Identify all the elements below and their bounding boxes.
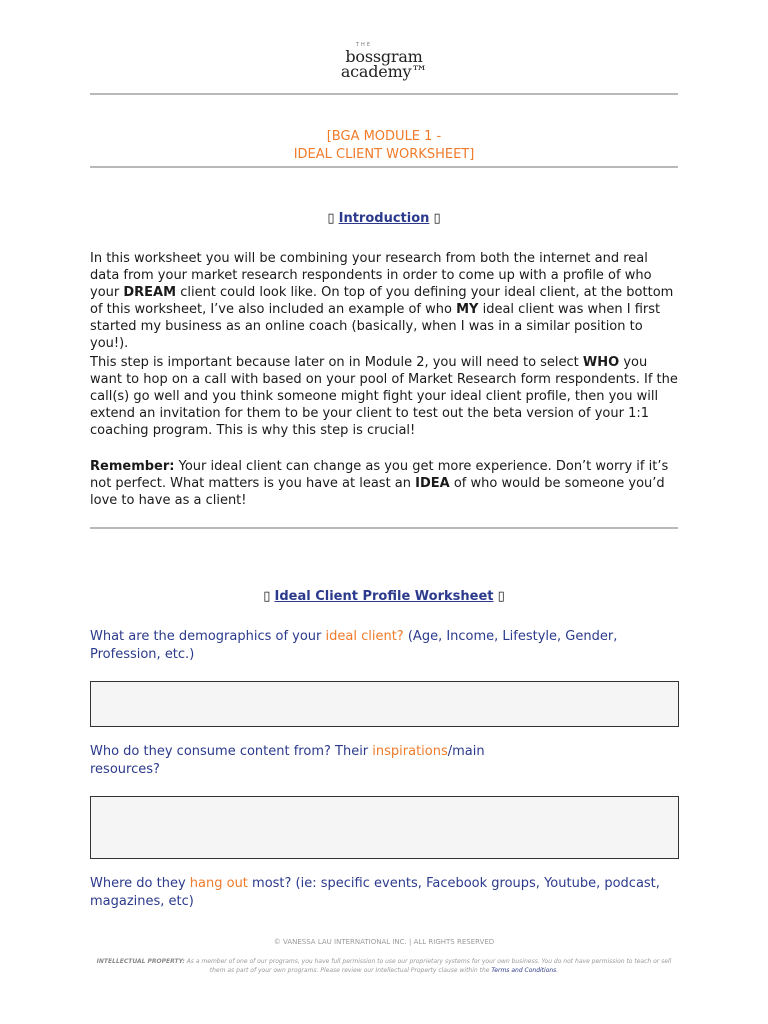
text-run: Who do they consume content from? Their [90, 744, 373, 759]
text-run: resources? [90, 762, 160, 777]
logo-line-1: bossgram [345, 47, 423, 66]
introduction-link[interactable]: Introduction [338, 211, 430, 226]
bold-text: Remember: [90, 459, 175, 474]
section-heading-worksheet [0, 589, 768, 604]
section-heading-introduction [0, 211, 768, 226]
logo-line-2: academy™ [340, 62, 428, 81]
question-hang-out [90, 875, 680, 911]
terms-link[interactable]: Terms and Conditions [491, 967, 557, 974]
highlight-text: hang out [189, 876, 248, 891]
text-run: most? (ie: specific events, Facebook groups, Youtube, podcast, magazines, etc) [90, 876, 660, 909]
question-demographics [90, 628, 680, 664]
intro-paragraph-3 [90, 458, 680, 509]
document-title-line-2: IDEAL CLIENT WORKSHEET] [293, 147, 475, 162]
answer-box-inspirations[interactable] [90, 796, 679, 859]
divider [90, 166, 678, 168]
text-run: you want to hop on a call with based on your pool of Market Research form respondents. If the call(s) go well and you think someone might fight your ideal client profile, then you will extend an invitation for them to be your client to test out the beta version of your 1:1 coaching program. This is why this step is crucial! [90, 355, 678, 438]
text-run: ideal client was when I first started my business as an online coach (basically, when I was in a similar position to you!). [90, 302, 661, 351]
highlight-text: inspirations [372, 744, 448, 759]
ip-end: . [556, 967, 559, 974]
text-run: of who would be someone you’d love to have as a client! [90, 476, 665, 508]
text-run: What are the demographics of your [90, 629, 326, 644]
text-run: Where do they [90, 876, 190, 891]
text-run: /main [447, 744, 485, 759]
divider [90, 93, 678, 95]
intro-paragraph-2 [90, 354, 680, 439]
intellectual-property-notice [90, 957, 678, 975]
text-run: client could look like. On top of you defining your ideal client, at the bottom of this worksheet, I’ve also included an example of who [90, 285, 674, 317]
text-run: In this worksheet you will be combining your research from both the internet and real data from your market research respondents in order to come up with a profile of who your [90, 251, 652, 300]
divider [90, 527, 678, 529]
text-run: (Age, Income, Lifestyle, Gender, Profession, etc.) [90, 629, 618, 662]
bold-text: IDEA [415, 476, 450, 491]
text-run: This step is important because later on in Module 2, you will need to select [90, 355, 583, 370]
bullet-icon: ▯ [497, 589, 505, 604]
highlight-text: ideal client? [325, 629, 404, 644]
bullet-icon: ▯ [433, 211, 441, 226]
question-inspirations [90, 743, 680, 779]
worksheet-link[interactable]: Ideal Client Profile Worksheet [274, 589, 494, 604]
bullet-icon: ▯ [327, 211, 335, 226]
bullet-icon: ▯ [263, 589, 271, 604]
logo-the-text: THE [356, 42, 372, 48]
copyright-notice: © VANESSA LAU INTERNATIONAL INC. | ALL RIGHTS RESERVED [273, 938, 495, 946]
bold-text: WHO [582, 355, 620, 370]
ip-label: INTELLECTUAL PROPERTY: [96, 958, 185, 965]
bold-text: MY [456, 302, 479, 317]
ip-text: As a member of one of our programs, you have full permission to use our proprietary systems for your own business. You do not have permission to teach or sell them as part of your own programs. Please review our Intellectual Property clause within the [184, 958, 672, 974]
answer-box-demographics[interactable] [90, 681, 679, 727]
intro-paragraph-1 [90, 250, 680, 352]
bold-text: DREAM [123, 285, 177, 300]
document-title-line-1: [BGA MODULE 1 - [326, 129, 442, 144]
text-run: Your ideal client can change as you get more experience. Don’t worry if it’s not perfect. What matters is you have at least an [90, 459, 669, 491]
